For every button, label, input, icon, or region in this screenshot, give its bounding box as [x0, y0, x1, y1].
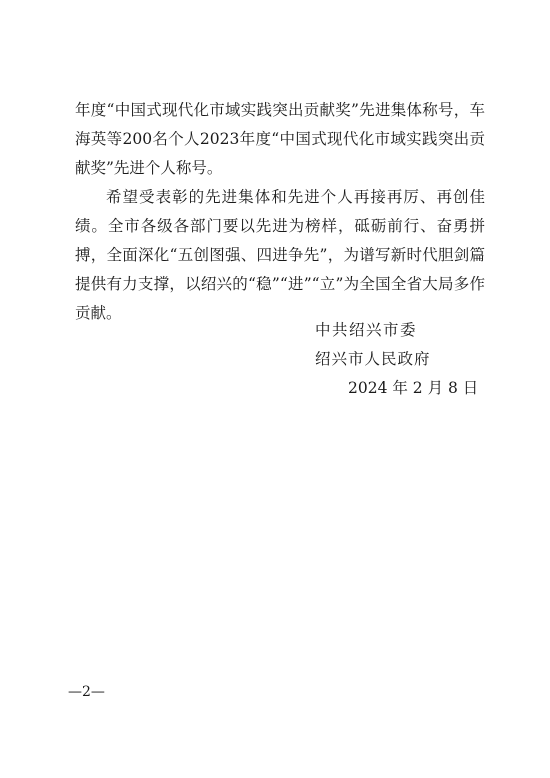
signature-government: 绍兴市人民政府	[315, 350, 431, 368]
body-text	[75, 96, 485, 328]
paragraph-exhortation: 希望受表彰的先进集体和先进个人再接再厉、再创佳绩。全市各级各部门要以先进为榜样，砥砺前行、奋勇拼搏，全面深化“五创图强、四进争先”，为谱写新时代胆剑篇提供有力支撑，以绍兴的“稳”“进”“立”为全国全省大局多作贡献。	[75, 188, 485, 322]
page-number: —2—	[68, 684, 105, 700]
paragraph-continuation: 年度“中国式现代化市域实践突出贡献奖”先进集体称号，车海英等200名个人2023年度“中国式现代化市域实践突出贡献奖”先进个人称号。	[75, 101, 485, 177]
signature-date: 2024 年 2 月 8 日	[348, 379, 479, 397]
signature-party-committee: 中共绍兴市委	[315, 321, 418, 339]
